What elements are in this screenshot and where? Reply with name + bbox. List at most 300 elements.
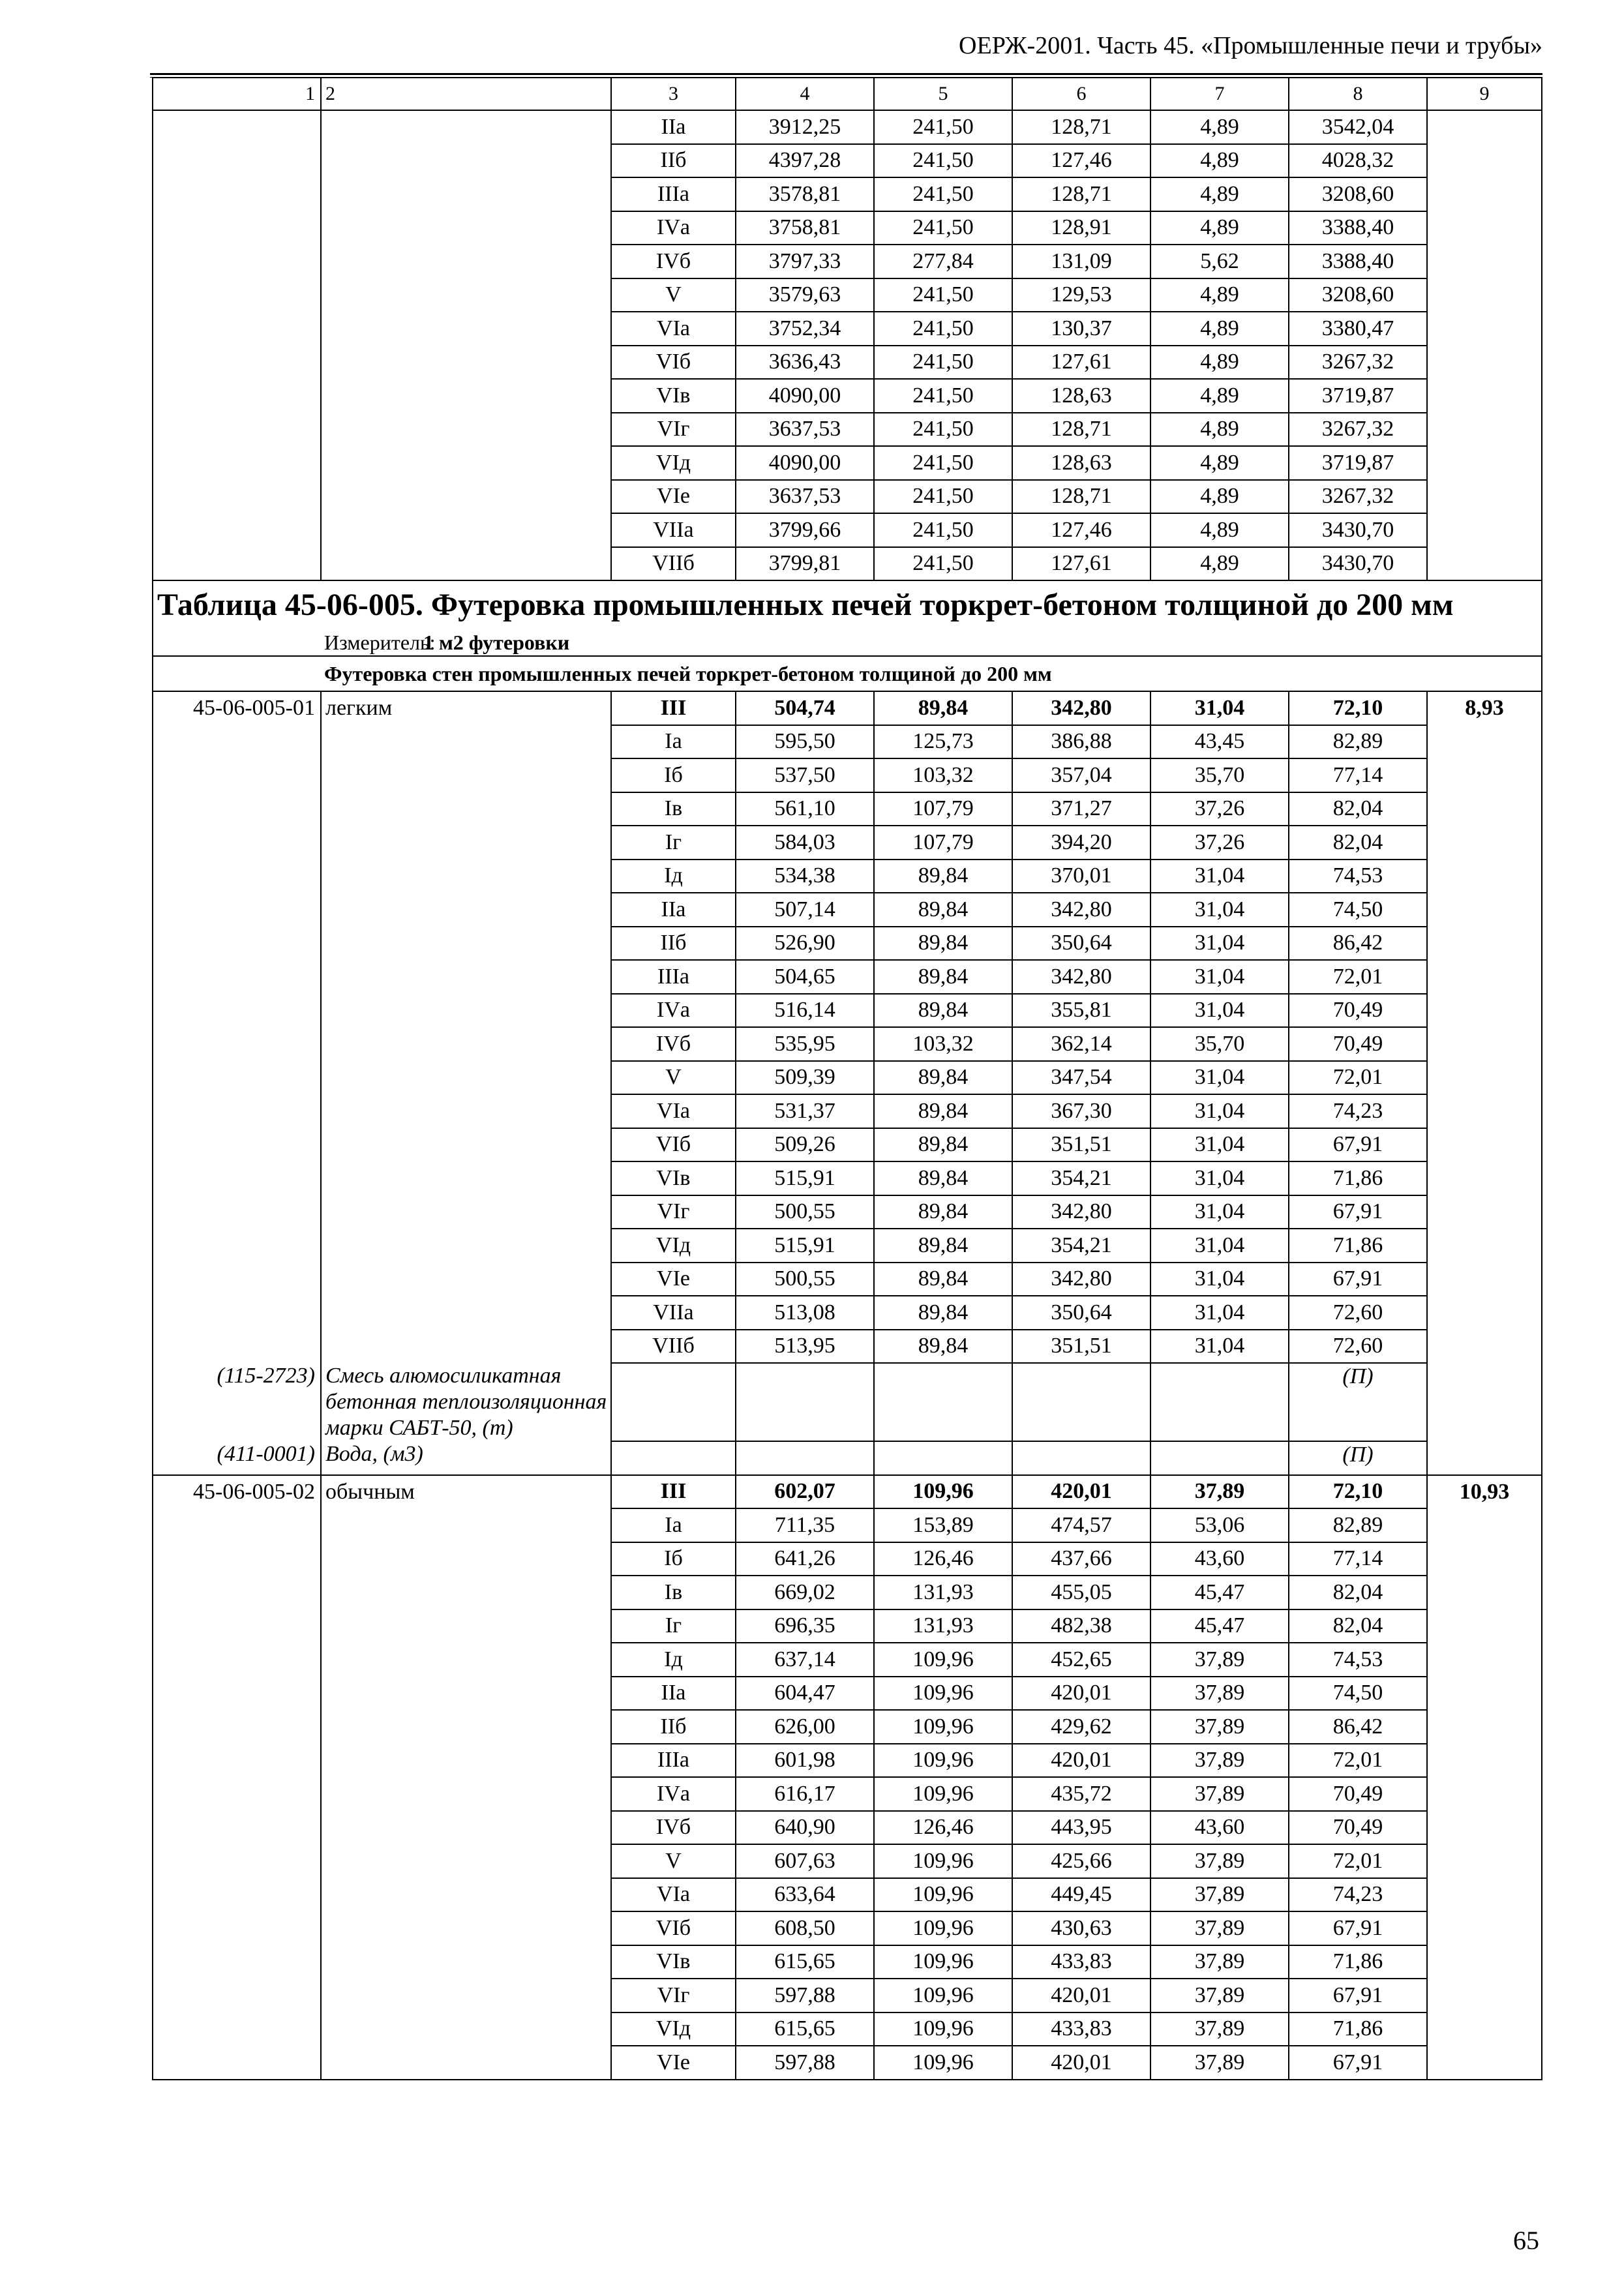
value-cell: 420,01	[1012, 1979, 1150, 2012]
zone-cell: III	[611, 1475, 736, 1509]
value-cell: 103,32	[874, 1027, 1012, 1061]
value-cell: 127,61	[1012, 547, 1150, 581]
zone-cell: VIе	[611, 2046, 736, 2080]
value-cell: 354,21	[1012, 1161, 1150, 1195]
value-cell: 420,01	[1012, 1744, 1150, 1778]
table-row	[153, 960, 1542, 994]
table-cell	[1427, 1363, 1542, 1441]
table-row	[153, 245, 1542, 278]
value-cell: 89,84	[874, 893, 1012, 927]
value-cell: 3267,32	[1289, 346, 1427, 380]
value-cell: 109,96	[874, 1710, 1012, 1744]
table-cell	[321, 2046, 611, 2080]
table-cell	[153, 547, 321, 581]
value-cell: 86,42	[1289, 927, 1427, 961]
table-cell	[321, 1128, 611, 1162]
value-cell: 711,35	[736, 1508, 874, 1542]
table-cell	[153, 1229, 321, 1263]
value-cell: 482,38	[1012, 1609, 1150, 1643]
resource-flag: (П)	[1289, 1441, 1427, 1475]
value-cell: 37,89	[1150, 1710, 1289, 1744]
table-cell	[1427, 1744, 1542, 1778]
section-subtitle: Футеровка стен промышленных печей торкрет-бетоном толщиной до 200 мм	[153, 656, 1542, 691]
value-cell: 31,04	[1150, 994, 1289, 1028]
table-cell	[321, 1330, 611, 1364]
value-cell: 537,50	[736, 758, 874, 792]
table-cell	[153, 2046, 321, 2080]
value-cell: 89,84	[874, 1330, 1012, 1364]
item-name: обычным	[321, 1475, 611, 1509]
table-row	[153, 1475, 1542, 1509]
zone-cell: IIб	[611, 927, 736, 961]
value-cell: 696,35	[736, 1609, 874, 1643]
zone-cell: VIв	[611, 1161, 736, 1195]
column-number: 3	[611, 78, 736, 110]
table-cell	[1427, 1609, 1542, 1643]
value-cell: 4397,28	[736, 144, 874, 178]
value-cell: 31,04	[1150, 1330, 1289, 1364]
table-cell	[153, 1710, 321, 1744]
table-cell	[611, 1441, 736, 1475]
table-cell	[321, 1911, 611, 1945]
value-cell: 70,49	[1289, 1811, 1427, 1845]
table-cell	[874, 1363, 1012, 1441]
zone-cell: Iа	[611, 725, 736, 759]
value-cell: 43,60	[1150, 1542, 1289, 1576]
table-row	[153, 1094, 1542, 1128]
table-cell	[321, 312, 611, 346]
table-cell	[321, 792, 611, 826]
value-cell: 89,84	[874, 1296, 1012, 1330]
wage-rate-cell: 8,93	[1427, 691, 1542, 725]
table-cell	[321, 725, 611, 759]
table-cell	[321, 144, 611, 178]
value-cell: 509,39	[736, 1061, 874, 1095]
table-cell	[321, 110, 611, 144]
zone-cell: VIг	[611, 1979, 736, 2012]
table-cell	[153, 480, 321, 514]
value-cell: 35,70	[1150, 758, 1289, 792]
table-cell	[153, 144, 321, 178]
table-row	[153, 994, 1542, 1028]
zone-cell: VIг	[611, 1195, 736, 1229]
value-cell: 37,89	[1150, 1979, 1289, 2012]
value-cell: 513,08	[736, 1296, 874, 1330]
value-cell: 31,04	[1150, 893, 1289, 927]
value-cell: 350,64	[1012, 1296, 1150, 1330]
zone-cell: VIе	[611, 480, 736, 514]
table-cell	[321, 480, 611, 514]
table-cell	[611, 1363, 736, 1441]
value-cell: 31,04	[1150, 1161, 1289, 1195]
value-cell: 89,84	[874, 1161, 1012, 1195]
table-row	[153, 1643, 1542, 1677]
zone-cell: Iг	[611, 826, 736, 860]
table-row	[153, 1744, 1542, 1778]
value-cell: 89,84	[874, 1094, 1012, 1128]
zone-cell: VIг	[611, 413, 736, 447]
table-cell	[153, 1061, 321, 1095]
zone-cell: III	[611, 691, 736, 725]
table-cell	[153, 1576, 321, 1609]
resource-flag: (П)	[1289, 1363, 1427, 1441]
table-row	[153, 1161, 1542, 1195]
table-cell	[1427, 994, 1542, 1028]
table-cell	[153, 1643, 321, 1677]
value-cell: 89,84	[874, 960, 1012, 994]
column-number: 5	[874, 78, 1012, 110]
table-cell	[321, 1677, 611, 1711]
table-cell	[1427, 245, 1542, 278]
table-cell	[153, 1542, 321, 1576]
value-cell: 31,04	[1150, 860, 1289, 893]
value-cell: 82,04	[1289, 792, 1427, 826]
table-cell	[1427, 826, 1542, 860]
value-cell: 130,37	[1012, 312, 1150, 346]
value-cell: 3752,34	[736, 312, 874, 346]
value-cell: 107,79	[874, 826, 1012, 860]
table-cell	[321, 1777, 611, 1811]
table-cell	[153, 1677, 321, 1711]
value-cell: 531,37	[736, 1094, 874, 1128]
value-cell: 362,14	[1012, 1027, 1150, 1061]
value-cell: 127,46	[1012, 513, 1150, 547]
value-cell: 72,01	[1289, 1844, 1427, 1878]
table-row	[153, 446, 1542, 480]
table-cell	[1427, 547, 1542, 581]
value-cell: 109,96	[874, 1911, 1012, 1945]
value-cell: 31,04	[1150, 1229, 1289, 1263]
value-cell: 72,60	[1289, 1330, 1427, 1364]
value-cell: 107,79	[874, 792, 1012, 826]
table-cell	[1427, 1263, 1542, 1296]
value-cell: 89,84	[874, 1061, 1012, 1095]
table-cell	[153, 1777, 321, 1811]
table-cell	[321, 278, 611, 312]
zone-cell: VIв	[611, 379, 736, 413]
table-cell	[321, 1811, 611, 1845]
table-cell	[1427, 860, 1542, 893]
value-cell: 37,89	[1150, 1878, 1289, 1912]
measure-value: 1 м2 футеровки	[423, 631, 570, 654]
page-number: 65	[1513, 2226, 1539, 2255]
table-cell	[1150, 1363, 1289, 1441]
value-cell: 3388,40	[1289, 245, 1427, 278]
zone-cell: VIд	[611, 1229, 736, 1263]
value-cell: 67,91	[1289, 1263, 1427, 1296]
resource-name: Смесь алюмосиликатная бетонная теплоизоляционная марки САБТ-50, (т)	[321, 1363, 611, 1441]
value-cell: 3719,87	[1289, 446, 1427, 480]
table-cell	[1427, 312, 1542, 346]
table-cell	[321, 245, 611, 278]
value-cell: 3912,25	[736, 110, 874, 144]
value-cell: 129,53	[1012, 278, 1150, 312]
value-cell: 561,10	[736, 792, 874, 826]
value-cell: 535,95	[736, 1027, 874, 1061]
table-cell	[1150, 1441, 1289, 1475]
value-cell: 637,14	[736, 1643, 874, 1677]
value-cell: 37,89	[1150, 2046, 1289, 2080]
table-cell	[153, 1263, 321, 1296]
table-cell	[321, 211, 611, 245]
zone-cell: IIа	[611, 893, 736, 927]
table-cell	[321, 960, 611, 994]
table-cell	[1427, 513, 1542, 547]
value-cell: 607,63	[736, 1844, 874, 1878]
value-cell: 425,66	[1012, 1844, 1150, 1878]
value-cell: 45,47	[1150, 1576, 1289, 1609]
value-cell: 355,81	[1012, 994, 1150, 1028]
table-cell	[321, 826, 611, 860]
zone-cell: V	[611, 1844, 736, 1878]
table-cell	[1427, 1542, 1542, 1576]
value-cell: 3208,60	[1289, 278, 1427, 312]
value-cell: 386,88	[1012, 725, 1150, 759]
value-cell: 474,57	[1012, 1508, 1150, 1542]
zone-cell: Iд	[611, 860, 736, 893]
table-cell	[1427, 1229, 1542, 1263]
table-row	[153, 1195, 1542, 1229]
value-cell: 89,84	[874, 1128, 1012, 1162]
value-cell: 626,00	[736, 1710, 874, 1744]
value-cell: 125,73	[874, 725, 1012, 759]
value-cell: 354,21	[1012, 1229, 1150, 1263]
value-cell: 128,71	[1012, 177, 1150, 211]
value-cell: 128,63	[1012, 379, 1150, 413]
table-row	[153, 346, 1542, 380]
value-cell: 595,50	[736, 725, 874, 759]
value-cell: 71,86	[1289, 1229, 1427, 1263]
table-cell	[153, 826, 321, 860]
column-number: 6	[1012, 78, 1150, 110]
value-cell: 3636,43	[736, 346, 874, 380]
table-cell	[321, 346, 611, 380]
table-row	[153, 1844, 1542, 1878]
value-cell: 67,91	[1289, 1979, 1427, 2012]
value-cell: 3208,60	[1289, 177, 1427, 211]
value-cell: 43,45	[1150, 725, 1289, 759]
column-number: 1	[153, 78, 321, 110]
zone-cell: IIа	[611, 110, 736, 144]
table-cell	[1427, 1128, 1542, 1162]
resource-name: Вода, (м3)	[321, 1441, 611, 1475]
value-cell: 126,46	[874, 1811, 1012, 1845]
value-cell: 74,53	[1289, 1643, 1427, 1677]
table-cell	[153, 379, 321, 413]
table-row	[153, 691, 1542, 725]
table-cell	[153, 245, 321, 278]
table-cell	[321, 547, 611, 581]
table-cell	[153, 513, 321, 547]
table-cell	[1427, 211, 1542, 245]
table-cell	[1427, 110, 1542, 144]
table-cell	[736, 1363, 874, 1441]
table-cell	[153, 413, 321, 447]
value-cell: 127,46	[1012, 144, 1150, 178]
zone-cell: IIIа	[611, 1744, 736, 1778]
table-row	[153, 1229, 1542, 1263]
table-cell	[153, 211, 321, 245]
table-cell	[1427, 1777, 1542, 1811]
table-row	[153, 1911, 1542, 1945]
table-cell	[321, 927, 611, 961]
item-code: 45-06-005-02	[153, 1475, 321, 1509]
value-cell: 31,04	[1150, 1061, 1289, 1095]
value-cell: 72,01	[1289, 1744, 1427, 1778]
table-cell	[1427, 1576, 1542, 1609]
table-row	[153, 1027, 1542, 1061]
value-cell: 109,96	[874, 1643, 1012, 1677]
table-row	[153, 1508, 1542, 1542]
table-row	[153, 177, 1542, 211]
value-cell: 433,83	[1012, 1945, 1150, 1979]
value-cell: 4,89	[1150, 480, 1289, 514]
value-cell: 31,04	[1150, 1094, 1289, 1128]
value-cell: 31,04	[1150, 1128, 1289, 1162]
table-cell	[153, 1945, 321, 1979]
table-cell	[153, 1979, 321, 2012]
zone-cell: VIв	[611, 1945, 736, 1979]
value-cell: 584,03	[736, 826, 874, 860]
table-cell	[321, 1061, 611, 1095]
table-cell	[153, 1609, 321, 1643]
value-cell: 3797,33	[736, 245, 874, 278]
value-cell: 509,26	[736, 1128, 874, 1162]
table-cell	[321, 1609, 611, 1643]
value-cell: 449,45	[1012, 1878, 1150, 1912]
table-cell	[1427, 1094, 1542, 1128]
table-cell	[321, 1508, 611, 1542]
value-cell: 3758,81	[736, 211, 874, 245]
table-row	[153, 278, 1542, 312]
zone-cell: Iб	[611, 758, 736, 792]
value-cell: 74,50	[1289, 893, 1427, 927]
table-cell	[153, 960, 321, 994]
table-cell	[1427, 927, 1542, 961]
value-cell: 516,14	[736, 994, 874, 1028]
table-row	[153, 1128, 1542, 1162]
table-cell	[321, 413, 611, 447]
value-cell: 3579,63	[736, 278, 874, 312]
zone-cell: VIб	[611, 1128, 736, 1162]
value-cell: 67,91	[1289, 1195, 1427, 1229]
column-number: 7	[1150, 78, 1289, 110]
table-cell	[321, 893, 611, 927]
table-cell	[321, 1576, 611, 1609]
zone-cell: V	[611, 278, 736, 312]
value-cell: 347,54	[1012, 1061, 1150, 1095]
resource-row	[153, 1363, 1542, 1441]
value-cell: 43,60	[1150, 1811, 1289, 1845]
value-cell: 4,89	[1150, 346, 1289, 380]
value-cell: 342,80	[1012, 1195, 1150, 1229]
value-cell: 241,50	[874, 278, 1012, 312]
table-cell	[321, 1296, 611, 1330]
zone-cell: IIIа	[611, 177, 736, 211]
value-cell: 241,50	[874, 211, 1012, 245]
measure-label: Измеритель:	[324, 631, 436, 654]
table-row	[153, 1979, 1542, 2012]
value-cell: 31,04	[1150, 691, 1289, 725]
value-cell: 342,80	[1012, 960, 1150, 994]
value-cell: 82,04	[1289, 1609, 1427, 1643]
table-title: Таблица 45-06-005. Футеровка промышленных печей торкрет-бетоном толщиной до 200 мм	[153, 580, 1542, 629]
value-cell: 3799,66	[736, 513, 874, 547]
table-title-row	[153, 580, 1542, 629]
resource-code: (411-0001)	[153, 1441, 321, 1475]
table-cell	[1427, 1844, 1542, 1878]
value-cell: 72,01	[1289, 960, 1427, 994]
zone-cell: Iа	[611, 1508, 736, 1542]
table-cell	[1427, 1195, 1542, 1229]
value-cell: 67,91	[1289, 2046, 1427, 2080]
value-cell: 82,04	[1289, 826, 1427, 860]
table-row	[153, 1710, 1542, 1744]
value-cell: 3578,81	[736, 177, 874, 211]
zone-cell: Iб	[611, 1542, 736, 1576]
table-row	[153, 211, 1542, 245]
table-row	[153, 2046, 1542, 2080]
item-code: 45-06-005-01	[153, 691, 321, 725]
value-cell: 35,70	[1150, 1027, 1289, 1061]
value-cell: 351,51	[1012, 1128, 1150, 1162]
table-cell	[321, 1094, 611, 1128]
table-row	[153, 1263, 1542, 1296]
value-cell: 45,47	[1150, 1609, 1289, 1643]
subtitle-row	[153, 656, 1542, 691]
value-cell: 241,50	[874, 446, 1012, 480]
table-cell	[1427, 379, 1542, 413]
value-cell: 633,64	[736, 1878, 874, 1912]
zone-cell: IIа	[611, 1677, 736, 1711]
table-cell	[1427, 960, 1542, 994]
value-cell: 72,01	[1289, 1061, 1427, 1095]
zone-cell: VIб	[611, 346, 736, 380]
table-cell	[1427, 758, 1542, 792]
table-cell	[1427, 1945, 1542, 1979]
value-cell: 597,88	[736, 2046, 874, 2080]
value-cell: 429,62	[1012, 1710, 1150, 1744]
value-cell: 37,89	[1150, 1643, 1289, 1677]
table-row	[153, 927, 1542, 961]
table-cell	[1427, 446, 1542, 480]
zone-cell: IIIа	[611, 960, 736, 994]
value-cell: 37,26	[1150, 826, 1289, 860]
value-cell: 89,84	[874, 1195, 1012, 1229]
table-cell	[1012, 1363, 1150, 1441]
value-cell: 241,50	[874, 379, 1012, 413]
value-cell: 67,91	[1289, 1911, 1427, 1945]
table-cell	[321, 1979, 611, 2012]
value-cell: 420,01	[1012, 2046, 1150, 2080]
value-cell: 4090,00	[736, 379, 874, 413]
value-cell: 371,27	[1012, 792, 1150, 826]
table-cell	[1427, 346, 1542, 380]
table-cell	[321, 1161, 611, 1195]
running-header: ОЕРЖ-2001. Часть 45. «Промышленные печи и трубы»	[959, 32, 1542, 59]
value-cell: 70,49	[1289, 1777, 1427, 1811]
table-row	[153, 1677, 1542, 1711]
value-cell: 3380,47	[1289, 312, 1427, 346]
table-cell	[321, 860, 611, 893]
table-cell	[321, 379, 611, 413]
value-cell: 455,05	[1012, 1576, 1150, 1609]
table-row	[153, 826, 1542, 860]
value-cell: 74,23	[1289, 1878, 1427, 1912]
value-cell: 89,84	[874, 1229, 1012, 1263]
value-cell: 31,04	[1150, 960, 1289, 994]
table-cell	[153, 1094, 321, 1128]
